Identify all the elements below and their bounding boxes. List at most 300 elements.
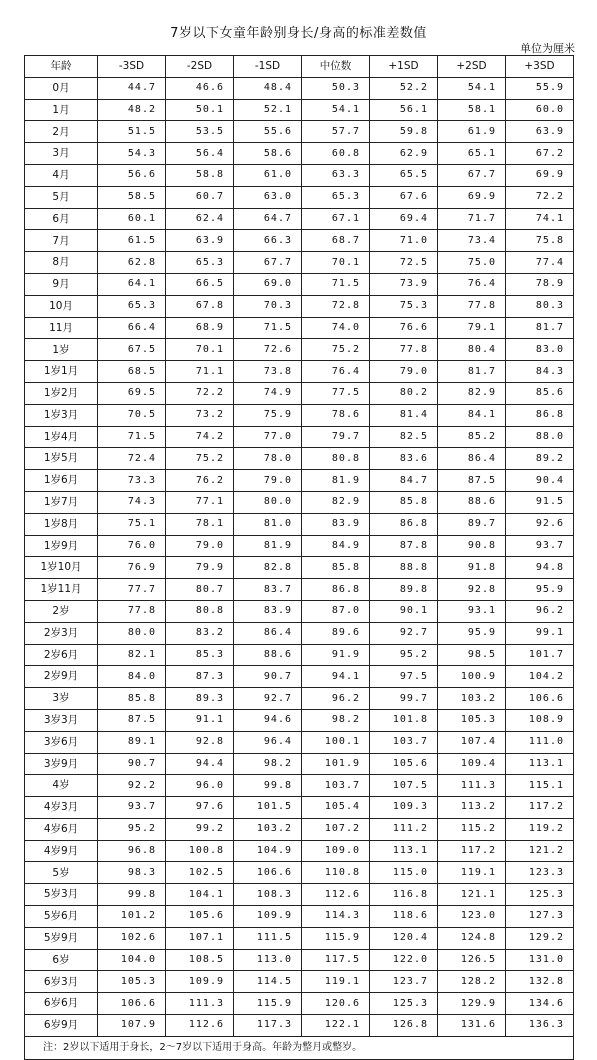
value-cell: 70.1: [302, 252, 370, 274]
age-cell: 6岁6月: [25, 993, 98, 1015]
value-cell: 74.9: [234, 382, 302, 404]
value-cell: 73.3: [98, 470, 166, 492]
header-plus1sd: +1SD: [370, 56, 438, 78]
value-cell: 104.2: [506, 666, 574, 688]
value-cell: 73.4: [438, 230, 506, 252]
value-cell: 94.4: [166, 753, 234, 775]
value-cell: 111.3: [438, 775, 506, 797]
value-cell: 99.8: [98, 884, 166, 906]
value-cell: 80.7: [166, 579, 234, 601]
value-cell: 86.8: [370, 513, 438, 535]
value-cell: 115.2: [438, 818, 506, 840]
value-cell: 129.2: [506, 927, 574, 949]
value-cell: 67.2: [506, 143, 574, 165]
value-cell: 57.7: [302, 121, 370, 143]
value-cell: 71.0: [370, 230, 438, 252]
value-cell: 126.8: [370, 1015, 438, 1037]
value-cell: 85.3: [166, 644, 234, 666]
value-cell: 72.8: [302, 295, 370, 317]
table-row: [25, 949, 574, 971]
value-cell: 84.0: [98, 666, 166, 688]
value-cell: 109.3: [370, 797, 438, 819]
age-cell: 2月: [25, 121, 98, 143]
value-cell: 60.0: [506, 99, 574, 121]
value-cell: 90.4: [506, 470, 574, 492]
table-row: [25, 77, 574, 99]
value-cell: 121.1: [438, 884, 506, 906]
table-row: [25, 775, 574, 797]
value-cell: 88.6: [438, 491, 506, 513]
value-cell: 88.0: [506, 426, 574, 448]
table-row: [25, 993, 574, 1015]
value-cell: 107.1: [166, 927, 234, 949]
value-cell: 119.1: [438, 862, 506, 884]
value-cell: 82.5: [370, 426, 438, 448]
value-cell: 90.8: [438, 535, 506, 557]
table-row: [25, 1015, 574, 1037]
value-cell: 64.7: [234, 208, 302, 230]
value-cell: 61.0: [234, 164, 302, 186]
value-cell: 76.4: [302, 361, 370, 383]
value-cell: 56.4: [166, 143, 234, 165]
value-cell: 70.3: [234, 295, 302, 317]
value-cell: 86.8: [302, 579, 370, 601]
value-cell: 91.9: [302, 644, 370, 666]
value-cell: 79.0: [234, 470, 302, 492]
table-row: [25, 317, 574, 339]
table-row: [25, 644, 574, 666]
table-row: [25, 688, 574, 710]
value-cell: 115.0: [370, 862, 438, 884]
value-cell: 92.8: [438, 579, 506, 601]
value-cell: 89.8: [370, 579, 438, 601]
table-row: [25, 252, 574, 274]
value-cell: 87.3: [166, 666, 234, 688]
age-cell: 1岁3月: [25, 404, 98, 426]
table-row: [25, 622, 574, 644]
value-cell: 76.2: [166, 470, 234, 492]
table-row: [25, 862, 574, 884]
table-row: [25, 426, 574, 448]
value-cell: 99.1: [506, 622, 574, 644]
value-cell: 70.1: [166, 339, 234, 361]
age-cell: 2岁3月: [25, 622, 98, 644]
value-cell: 61.9: [438, 121, 506, 143]
value-cell: 63.3: [302, 164, 370, 186]
value-cell: 104.9: [234, 840, 302, 862]
value-cell: 86.4: [438, 448, 506, 470]
value-cell: 85.8: [370, 491, 438, 513]
value-cell: 55.9: [506, 77, 574, 99]
age-cell: 1岁10月: [25, 557, 98, 579]
table-row: [25, 470, 574, 492]
value-cell: 95.9: [438, 622, 506, 644]
value-cell: 81.7: [438, 361, 506, 383]
table-row: [25, 143, 574, 165]
age-cell: 6月: [25, 208, 98, 230]
value-cell: 54.1: [302, 99, 370, 121]
value-cell: 91.8: [438, 557, 506, 579]
value-cell: 90.7: [98, 753, 166, 775]
value-cell: 69.4: [370, 208, 438, 230]
value-cell: 109.9: [166, 971, 234, 993]
value-cell: 72.6: [234, 339, 302, 361]
value-cell: 87.5: [438, 470, 506, 492]
value-cell: 81.9: [234, 535, 302, 557]
value-cell: 66.5: [166, 273, 234, 295]
value-cell: 120.6: [302, 993, 370, 1015]
value-cell: 82.1: [98, 644, 166, 666]
value-cell: 77.1: [166, 491, 234, 513]
value-cell: 76.6: [370, 317, 438, 339]
value-cell: 92.2: [98, 775, 166, 797]
value-cell: 129.9: [438, 993, 506, 1015]
age-cell: 3岁: [25, 688, 98, 710]
value-cell: 103.2: [438, 688, 506, 710]
value-cell: 62.4: [166, 208, 234, 230]
value-cell: 124.8: [438, 927, 506, 949]
value-cell: 101.2: [98, 906, 166, 928]
value-cell: 92.8: [166, 731, 234, 753]
value-cell: 66.3: [234, 230, 302, 252]
value-cell: 52.1: [234, 99, 302, 121]
value-cell: 89.3: [166, 688, 234, 710]
age-cell: 1岁1月: [25, 361, 98, 383]
table-row: [25, 273, 574, 295]
value-cell: 101.8: [370, 709, 438, 731]
value-cell: 72.4: [98, 448, 166, 470]
value-cell: 81.9: [302, 470, 370, 492]
value-cell: 80.0: [234, 491, 302, 513]
value-cell: 106.6: [506, 688, 574, 710]
value-cell: 66.4: [98, 317, 166, 339]
value-cell: 65.3: [166, 252, 234, 274]
value-cell: 75.2: [302, 339, 370, 361]
value-cell: 111.5: [234, 927, 302, 949]
value-cell: 111.3: [166, 993, 234, 1015]
age-cell: 2岁: [25, 600, 98, 622]
value-cell: 123.7: [370, 971, 438, 993]
table-row: [25, 99, 574, 121]
age-cell: 11月: [25, 317, 98, 339]
value-cell: 85.8: [302, 557, 370, 579]
value-cell: 80.3: [506, 295, 574, 317]
value-cell: 63.9: [166, 230, 234, 252]
value-cell: 100.9: [438, 666, 506, 688]
table-row: [25, 513, 574, 535]
value-cell: 50.3: [302, 77, 370, 99]
table-row: [25, 797, 574, 819]
value-cell: 98.5: [438, 644, 506, 666]
table-row: [25, 666, 574, 688]
value-cell: 106.6: [234, 862, 302, 884]
value-cell: 103.7: [370, 731, 438, 753]
value-cell: 55.6: [234, 121, 302, 143]
value-cell: 83.7: [234, 579, 302, 601]
value-cell: 69.0: [234, 273, 302, 295]
table-row: [25, 753, 574, 775]
value-cell: 60.7: [166, 186, 234, 208]
age-cell: 3岁3月: [25, 709, 98, 731]
value-cell: 53.5: [166, 121, 234, 143]
value-cell: 51.5: [98, 121, 166, 143]
table-row: [25, 295, 574, 317]
table-row: [25, 906, 574, 928]
value-cell: 50.1: [166, 99, 234, 121]
value-cell: 87.5: [98, 709, 166, 731]
value-cell: 89.6: [302, 622, 370, 644]
table-row: [25, 731, 574, 753]
age-cell: 9月: [25, 273, 98, 295]
value-cell: 98.2: [302, 709, 370, 731]
value-cell: 81.4: [370, 404, 438, 426]
value-cell: 103.7: [302, 775, 370, 797]
table-row: [25, 818, 574, 840]
value-cell: 101.5: [234, 797, 302, 819]
value-cell: 79.7: [302, 426, 370, 448]
value-cell: 92.7: [234, 688, 302, 710]
value-cell: 93.1: [438, 600, 506, 622]
value-cell: 126.5: [438, 949, 506, 971]
value-cell: 72.2: [166, 382, 234, 404]
age-cell: 2岁9月: [25, 666, 98, 688]
value-cell: 101.7: [506, 644, 574, 666]
age-cell: 5岁9月: [25, 927, 98, 949]
value-cell: 107.2: [302, 818, 370, 840]
value-cell: 69.9: [438, 186, 506, 208]
value-cell: 80.0: [98, 622, 166, 644]
value-cell: 78.6: [302, 404, 370, 426]
value-cell: 84.3: [506, 361, 574, 383]
value-cell: 72.2: [506, 186, 574, 208]
table-row: [25, 208, 574, 230]
value-cell: 117.2: [438, 840, 506, 862]
age-cell: 4岁6月: [25, 818, 98, 840]
header-plus2sd: +2SD: [438, 56, 506, 78]
value-cell: 74.1: [506, 208, 574, 230]
age-cell: 3岁9月: [25, 753, 98, 775]
value-cell: 84.1: [438, 404, 506, 426]
value-cell: 78.9: [506, 273, 574, 295]
value-cell: 60.8: [302, 143, 370, 165]
age-cell: 5月: [25, 186, 98, 208]
value-cell: 58.5: [98, 186, 166, 208]
value-cell: 120.4: [370, 927, 438, 949]
age-cell: 7月: [25, 230, 98, 252]
age-cell: 1岁2月: [25, 382, 98, 404]
value-cell: 117.3: [234, 1015, 302, 1037]
age-cell: 1岁8月: [25, 513, 98, 535]
value-cell: 71.5: [302, 273, 370, 295]
value-cell: 108.5: [166, 949, 234, 971]
value-cell: 123.3: [506, 862, 574, 884]
value-cell: 79.9: [166, 557, 234, 579]
age-cell: 8月: [25, 252, 98, 274]
value-cell: 52.2: [370, 77, 438, 99]
value-cell: 99.7: [370, 688, 438, 710]
value-cell: 87.8: [370, 535, 438, 557]
value-cell: 104.0: [98, 949, 166, 971]
value-cell: 106.6: [98, 993, 166, 1015]
value-cell: 88.8: [370, 557, 438, 579]
value-cell: 75.0: [438, 252, 506, 274]
value-cell: 95.2: [370, 644, 438, 666]
value-cell: 67.7: [438, 164, 506, 186]
value-cell: 58.1: [438, 99, 506, 121]
value-cell: 65.5: [370, 164, 438, 186]
table-title: 7岁以下女童年龄别身长/身高的标准差数值: [170, 26, 427, 41]
value-cell: 73.8: [234, 361, 302, 383]
age-cell: 4岁9月: [25, 840, 98, 862]
value-cell: 96.2: [506, 600, 574, 622]
value-cell: 97.6: [166, 797, 234, 819]
table-row: [25, 164, 574, 186]
value-cell: 114.5: [234, 971, 302, 993]
value-cell: 76.0: [98, 535, 166, 557]
value-cell: 76.4: [438, 273, 506, 295]
value-cell: 89.2: [506, 448, 574, 470]
value-cell: 102.6: [98, 927, 166, 949]
value-cell: 82.9: [302, 491, 370, 513]
value-cell: 82.9: [438, 382, 506, 404]
value-cell: 109.0: [302, 840, 370, 862]
value-cell: 80.4: [438, 339, 506, 361]
value-cell: 128.2: [438, 971, 506, 993]
table-row: [25, 382, 574, 404]
value-cell: 86.4: [234, 622, 302, 644]
value-cell: 105.4: [302, 797, 370, 819]
value-cell: 102.5: [166, 862, 234, 884]
header-minus3sd: -3SD: [98, 56, 166, 78]
value-cell: 88.6: [234, 644, 302, 666]
value-cell: 69.5: [98, 382, 166, 404]
age-cell: 5岁3月: [25, 884, 98, 906]
value-cell: 72.5: [370, 252, 438, 274]
value-cell: 134.6: [506, 993, 574, 1015]
age-cell: 6岁9月: [25, 1015, 98, 1037]
age-cell: 4月: [25, 164, 98, 186]
value-cell: 73.2: [166, 404, 234, 426]
age-cell: 6岁: [25, 949, 98, 971]
age-cell: 2岁6月: [25, 644, 98, 666]
header-plus3sd: +3SD: [506, 56, 574, 78]
value-cell: 67.8: [166, 295, 234, 317]
age-cell: 1岁6月: [25, 470, 98, 492]
note-row: [25, 1036, 574, 1059]
value-cell: 119.2: [506, 818, 574, 840]
value-cell: 97.5: [370, 666, 438, 688]
value-cell: 108.3: [234, 884, 302, 906]
value-cell: 83.0: [506, 339, 574, 361]
value-cell: 104.1: [166, 884, 234, 906]
value-cell: 67.7: [234, 252, 302, 274]
value-cell: 94.8: [506, 557, 574, 579]
age-cell: 0月: [25, 77, 98, 99]
value-cell: 105.6: [166, 906, 234, 928]
value-cell: 79.1: [438, 317, 506, 339]
table-row: [25, 448, 574, 470]
value-cell: 111.2: [370, 818, 438, 840]
value-cell: 74.0: [302, 317, 370, 339]
value-cell: 82.8: [234, 557, 302, 579]
value-cell: 83.9: [302, 513, 370, 535]
age-cell: 1岁7月: [25, 491, 98, 513]
value-cell: 91.1: [166, 709, 234, 731]
age-cell: 10月: [25, 295, 98, 317]
value-cell: 63.0: [234, 186, 302, 208]
value-cell: 99.8: [234, 775, 302, 797]
value-cell: 98.2: [234, 753, 302, 775]
value-cell: 77.4: [506, 252, 574, 274]
value-cell: 105.3: [98, 971, 166, 993]
value-cell: 48.4: [234, 77, 302, 99]
value-cell: 96.2: [302, 688, 370, 710]
value-cell: 113.1: [370, 840, 438, 862]
value-cell: 125.3: [370, 993, 438, 1015]
table-row: [25, 557, 574, 579]
age-cell: 5岁: [25, 862, 98, 884]
age-cell: 4岁: [25, 775, 98, 797]
value-cell: 107.9: [98, 1015, 166, 1037]
value-cell: 117.2: [506, 797, 574, 819]
value-cell: 115.9: [234, 993, 302, 1015]
value-cell: 84.7: [370, 470, 438, 492]
value-cell: 114.3: [302, 906, 370, 928]
value-cell: 80.8: [166, 600, 234, 622]
value-cell: 113.0: [234, 949, 302, 971]
value-cell: 115.9: [302, 927, 370, 949]
value-cell: 77.8: [370, 339, 438, 361]
value-cell: 100.8: [166, 840, 234, 862]
table-body: [25, 77, 574, 1036]
table-row: [25, 404, 574, 426]
value-cell: 80.8: [302, 448, 370, 470]
value-cell: 85.8: [98, 688, 166, 710]
value-cell: 115.1: [506, 775, 574, 797]
value-cell: 86.8: [506, 404, 574, 426]
table-row: [25, 535, 574, 557]
header-median: 中位数: [302, 56, 370, 78]
unit-label: 单位为厘米: [520, 42, 575, 55]
table-row: [25, 840, 574, 862]
value-cell: 58.8: [166, 164, 234, 186]
value-cell: 77.8: [98, 600, 166, 622]
value-cell: 110.8: [302, 862, 370, 884]
age-cell: 4岁3月: [25, 797, 98, 819]
table-row: [25, 361, 574, 383]
value-cell: 44.7: [98, 77, 166, 99]
age-cell: 3岁6月: [25, 731, 98, 753]
value-cell: 67.1: [302, 208, 370, 230]
value-cell: 136.3: [506, 1015, 574, 1037]
value-cell: 131.0: [506, 949, 574, 971]
value-cell: 98.3: [98, 862, 166, 884]
value-cell: 65.3: [302, 186, 370, 208]
value-cell: 68.7: [302, 230, 370, 252]
value-cell: 127.3: [506, 906, 574, 928]
value-cell: 103.2: [234, 818, 302, 840]
value-cell: 60.1: [98, 208, 166, 230]
value-cell: 58.6: [234, 143, 302, 165]
table-row: [25, 339, 574, 361]
value-cell: 112.6: [166, 1015, 234, 1037]
value-cell: 81.0: [234, 513, 302, 535]
value-cell: 91.5: [506, 491, 574, 513]
table-row: [25, 709, 574, 731]
value-cell: 118.6: [370, 906, 438, 928]
value-cell: 95.2: [98, 818, 166, 840]
value-cell: 75.3: [370, 295, 438, 317]
